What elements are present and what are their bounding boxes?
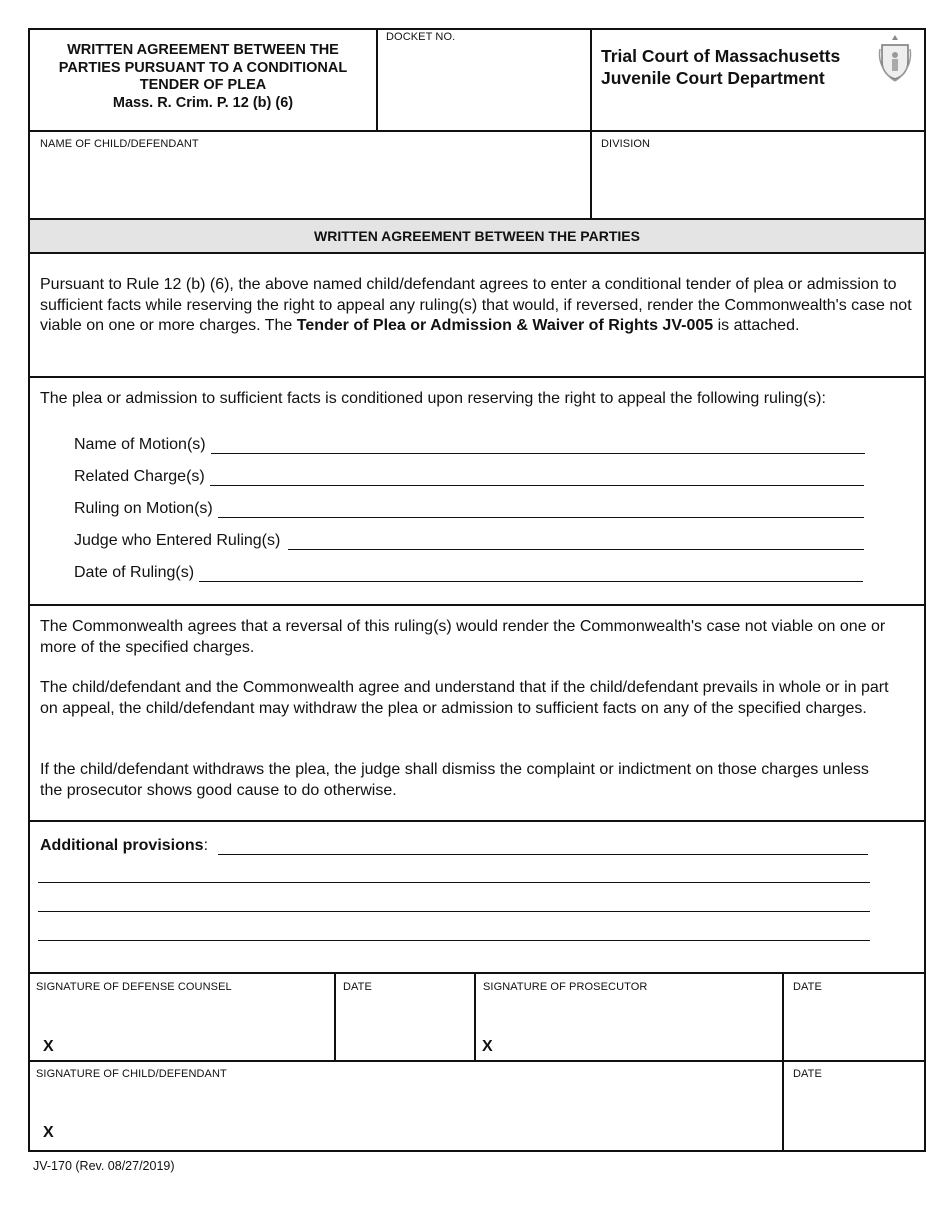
form-title (30, 42, 376, 112)
docket-label: DOCKET NO. (386, 31, 456, 43)
additional-line[interactable] (38, 882, 870, 883)
colon: : (203, 837, 209, 854)
intro-bold: Tender of Plea or Admission & Waiver of Rights JV-005 (296, 317, 714, 334)
intro-text: Pursuant to Rule 12 (b) (6), the above named child/defendant agrees to enter a conditional tender of plea or admission to sufficient facts while reserving the right to appeal any ruling(s) that would, if reversed, render the Commonwealth's case not viable on one or more charges. The (40, 276, 912, 334)
child-signature-field[interactable]: X (43, 1124, 54, 1141)
agreement-paragraph-2: The child/defendant and the Commonwealth agree and understand that if the child/defendant prevails in whole or in part on appeal, the child/defendant may withdraw the plea or admission to sufficient facts on any of the specified charges. (40, 679, 889, 717)
divider (590, 28, 592, 219)
defense-signature-field[interactable]: X (43, 1038, 54, 1055)
agreement-paragraph-3: If the child/defendant withdraws the plea, the judge shall dismiss the complaint or indictment on those charges unless the prosecutor shows good cause to do otherwise. (40, 761, 869, 799)
division-field[interactable] (596, 154, 921, 214)
prosecutor-date-label: DATE (793, 981, 822, 993)
child-date-label: DATE (793, 1068, 822, 1080)
divider (28, 252, 926, 254)
ruling-date-field[interactable] (74, 564, 863, 582)
defense-date-label: DATE (343, 981, 372, 993)
prosecutor-signature-field[interactable]: X (482, 1038, 493, 1055)
section-title: WRITTEN AGREEMENT BETWEEN THE PARTIES (30, 220, 924, 252)
divider (782, 972, 784, 1152)
additional-label: Additional provisions (40, 837, 204, 854)
title-line: PARTIES PURSUANT TO A CONDITIONAL (58, 59, 348, 76)
divider (474, 972, 476, 1061)
judge-field[interactable] (74, 532, 864, 550)
related-charges-field[interactable] (74, 468, 864, 486)
field-label: Judge who Entered Ruling(s) (74, 532, 281, 549)
additional-line[interactable] (38, 940, 870, 941)
defense-signature-label: SIGNATURE OF DEFENSE COUNSEL (36, 981, 232, 993)
field-label: Name of Motion(s) (74, 436, 206, 453)
divider (28, 972, 926, 974)
agreement-paragraph-1: The Commonwealth agrees that a reversal of this ruling(s) would render the Commonwealth's case not viable on one or more of the specified charges. (40, 618, 886, 656)
intro-paragraph (40, 275, 920, 337)
intro-tail: is attached. (713, 317, 800, 334)
motions-lead: The plea or admission to sufficient facts is conditioned upon reserving the right to appeal the following ruling(s): (40, 390, 826, 407)
form-number: JV-170 (Rev. 08/27/2019) (33, 1159, 175, 1173)
ruling-field[interactable] (74, 500, 864, 518)
prosecutor-date-field[interactable] (788, 998, 920, 1056)
court-line: Juvenile Court Department (601, 68, 825, 88)
title-line: WRITTEN AGREEMENT BETWEEN THE (67, 42, 339, 58)
prosecutor-signature-label: SIGNATURE OF PROSECUTOR (483, 981, 648, 993)
additional-line[interactable] (38, 911, 870, 912)
divider (28, 604, 926, 606)
name-field[interactable] (34, 154, 584, 214)
divider (28, 1060, 926, 1062)
child-signature-label: SIGNATURE OF CHILD/DEFENDANT (36, 1068, 227, 1080)
state-seal-icon (878, 33, 912, 83)
title-line: TENDER OF PLEA (139, 77, 267, 93)
title-line: Mass. R. Crim. P. 12 (b) (6) (112, 94, 294, 111)
field-label: Related Charge(s) (74, 468, 205, 485)
divider (334, 972, 336, 1061)
child-date-field[interactable] (788, 1085, 920, 1145)
divider (28, 376, 926, 378)
court-line: Trial Court of Massachusetts (601, 46, 841, 66)
defense-date-field[interactable] (338, 998, 470, 1056)
name-label: NAME OF CHILD/DEFENDANT (40, 138, 199, 150)
additional-provisions-field[interactable] (40, 837, 868, 855)
motion-name-field[interactable] (74, 436, 865, 454)
division-label: DIVISION (601, 138, 651, 150)
divider (28, 820, 926, 822)
court-name (601, 45, 840, 89)
divider (28, 130, 926, 132)
field-label: Ruling on Motion(s) (74, 500, 213, 517)
divider (376, 28, 378, 131)
docket-field[interactable] (381, 46, 587, 128)
field-label: Date of Ruling(s) (74, 564, 195, 581)
